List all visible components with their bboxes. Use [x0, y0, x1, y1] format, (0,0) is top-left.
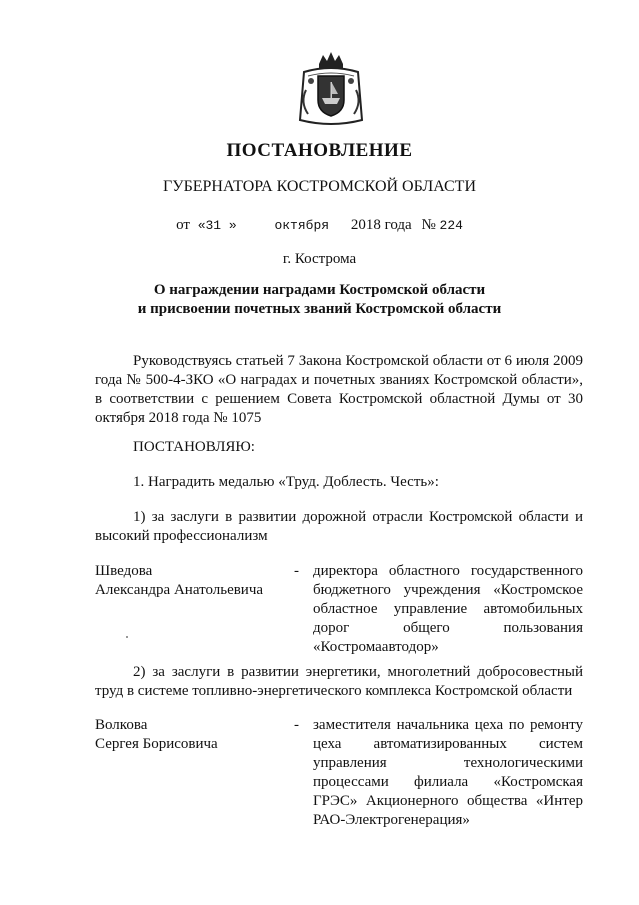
awardee-1-position: директора областного государственного бюджетного учреждения «Костромское областное управление автомобильных дорог общего пользования «Костромаавтодор»	[313, 563, 583, 655]
awardee-1-given: Александра Анатольевича	[95, 582, 264, 598]
subitem-1: 1) за заслуги в развитии дорожной отрасли Костромской области и высокий профессионализм	[95, 509, 583, 544]
awardee-2-dash: -	[294, 717, 299, 733]
intro-paragraph: Руководствуясь статьей 7 Закона Костромской области от 6 июля 2009 года № 500-4-ЗКО «О наградах и почетных званиях Костромской области», в соответствии с решением Совета Костромской областной Думы от 30 октября 2018 года № 1075	[95, 353, 583, 426]
date-year: 2018 года	[350, 217, 412, 233]
document-title: ПОСТАНОВЛЕНИЕ	[226, 140, 413, 161]
document-heading	[0, 281, 639, 319]
awardee-1-surname: Шведова	[95, 563, 153, 579]
awardee-2-name	[95, 716, 295, 754]
decree-word: ПОСТАНОВЛЯЮ:	[133, 439, 255, 455]
subitem-2: 2) за заслуги в развитии энергетики, многолетний добросовестный труд в системе топливно-энергетического комплекса Костромской области	[95, 664, 583, 699]
date-prefix: от	[176, 217, 190, 233]
heading-line-2: и присвоении почетных званий Костромской области	[137, 301, 502, 317]
document-subtitle: ГУБЕРНАТОРА КОСТРОМСКОЙ ОБЛАСТИ	[162, 178, 476, 195]
date-day: «31 »	[197, 218, 237, 233]
awardee-2-surname: Волкова	[95, 717, 148, 733]
city: г. Кострома	[282, 251, 357, 267]
awardee-1-name	[95, 562, 295, 600]
awardee-2-given: Сергея Борисовича	[95, 736, 218, 752]
date-month: октября	[274, 218, 330, 233]
awardee-2-position: заместителя начальника цеха по ремонту цеха автоматизированных систем управления технологическими процессами филиала «Костромская ГРЭС» Акционерного общества «Интер РАО-Электрогенерация»	[313, 717, 583, 828]
coat-of-arms-icon	[292, 50, 370, 130]
heading-line-1: О награждении наградами Костромской области	[153, 282, 486, 298]
document-number: 224	[439, 218, 463, 233]
item-1: 1. Наградить медалью «Труд. Доблесть. Честь»:	[133, 474, 439, 490]
number-sign: №	[421, 217, 436, 233]
awardee-1-dash: -	[294, 563, 299, 579]
date-line	[0, 216, 639, 235]
scan-speck	[126, 636, 128, 638]
